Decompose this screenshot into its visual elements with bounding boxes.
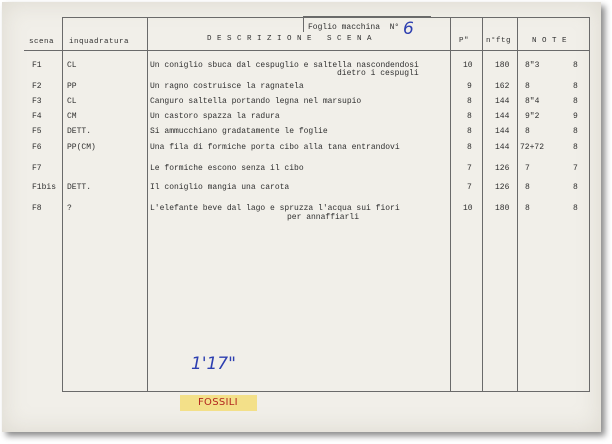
script-sheet (2, 2, 601, 432)
row-note-2: 8 (573, 97, 578, 106)
row-description: Il coniglio mangia una carota (150, 183, 290, 192)
row-scena: F1bis (32, 183, 57, 192)
col-header-descrizione: D E S C R I Z I O N E S C E N A (207, 35, 373, 43)
col-rule-5 (517, 17, 518, 392)
row-note-2: 8 (573, 82, 578, 91)
row-nftg: 144 (495, 127, 510, 136)
row-note-2: 7 (573, 164, 578, 173)
col-rule-3 (450, 17, 451, 392)
row-inquadratura: CM (67, 112, 77, 121)
col-rule-1 (62, 17, 63, 392)
row-nftg: 162 (495, 82, 510, 91)
row-note-2: 8 (573, 183, 578, 192)
row-note-1: 7 (525, 164, 530, 173)
row-nftg: 144 (495, 112, 510, 121)
row-nftg: 144 (495, 97, 510, 106)
row-scena: F5 (32, 127, 42, 136)
row-p: 8 (467, 127, 472, 136)
row-inquadratura: CL (67, 97, 77, 106)
row-description: Una fila di formiche porta cibo alla tana entrandovi (150, 143, 400, 152)
row-inquadratura: ? (67, 204, 72, 213)
col-header-p: P" (459, 37, 470, 45)
row-note-1: 9"2 (525, 112, 540, 121)
row-nftg: 180 (495, 61, 510, 70)
row-note-1: 8 (525, 183, 530, 192)
row-note-2: 9 (573, 112, 578, 121)
row-note-2: 8 (573, 204, 578, 213)
row-nftg: 126 (495, 183, 510, 192)
col-header-note: N O T E (532, 37, 568, 45)
row-p: 7 (467, 164, 472, 173)
row-note-1: 8"4 (525, 97, 540, 106)
col-rule-2 (147, 17, 148, 392)
row-note-2: 8 (573, 61, 578, 70)
row-description: L'elefante beve dal lago e spruzza l'acqua sui fiori (150, 204, 400, 213)
table-bottom-rule (62, 391, 590, 392)
row-inquadratura: DETT. (67, 183, 92, 192)
row-inquadratura: PP (67, 82, 77, 91)
row-note-1: 72+72 (520, 143, 545, 152)
row-note-1: 8 (525, 204, 530, 213)
row-p: 8 (467, 97, 472, 106)
row-p: 10 (463, 204, 473, 213)
col-rule-4 (482, 17, 483, 392)
row-description: Un ragno costruisce la ragnatela (150, 82, 304, 91)
sheet-box-top (303, 16, 431, 17)
row-p: 10 (463, 61, 473, 70)
col-header-inquadratura: inquadratura (69, 38, 130, 46)
sheet-number: 6 (403, 19, 414, 39)
row-description: Un castoro spazza la radura (150, 112, 280, 121)
row-nftg: 144 (495, 143, 510, 152)
row-description: Si ammucchiano gradatamente le foglie (150, 127, 328, 136)
row-nftg: 180 (495, 204, 510, 213)
col-header-scena: scena (29, 38, 55, 46)
row-p: 8 (467, 143, 472, 152)
sheet-label: Foglio macchina N° (308, 23, 400, 32)
col-rule-6 (589, 17, 590, 392)
row-description-cont: per annaffiarli (287, 213, 360, 222)
label-tag-text: FOSSILI (198, 397, 238, 408)
row-description: Le formiche escono senza il cibo (150, 164, 304, 173)
row-note-1: 8 (525, 127, 530, 136)
row-scena: F2 (32, 82, 42, 91)
row-note-1: 8"3 (525, 61, 540, 70)
row-note-1: 8 (525, 82, 530, 91)
row-scena: F3 (32, 97, 42, 106)
row-inquadratura: PP(CM) (67, 143, 96, 152)
row-description: Canguro saltella portando legna nel marsupio (150, 97, 362, 106)
header-top-rule (62, 17, 590, 18)
header-bottom-rule (24, 50, 590, 51)
row-description: Un coniglio sbuca dal cespuglio e saltella nascondendosi (150, 61, 419, 70)
row-note-2: 8 (573, 127, 578, 136)
row-p: 8 (467, 112, 472, 121)
row-scena: F4 (32, 112, 42, 121)
row-description-cont: dietro i cespugli (337, 69, 419, 78)
sheet-box-left (303, 16, 304, 32)
row-note-2: 8 (573, 143, 578, 152)
row-scena: F8 (32, 204, 42, 213)
row-inquadratura: CL (67, 61, 77, 70)
row-p: 7 (467, 183, 472, 192)
col-header-nftg: n°ftg (486, 37, 512, 45)
row-p: 9 (467, 82, 472, 91)
row-nftg: 126 (495, 164, 510, 173)
handwritten-duration: 1'17" (191, 354, 236, 374)
row-inquadratura: DETT. (67, 127, 92, 136)
row-scena: F1 (32, 61, 42, 70)
row-scena: F6 (32, 143, 42, 152)
row-scena: F7 (32, 164, 42, 173)
